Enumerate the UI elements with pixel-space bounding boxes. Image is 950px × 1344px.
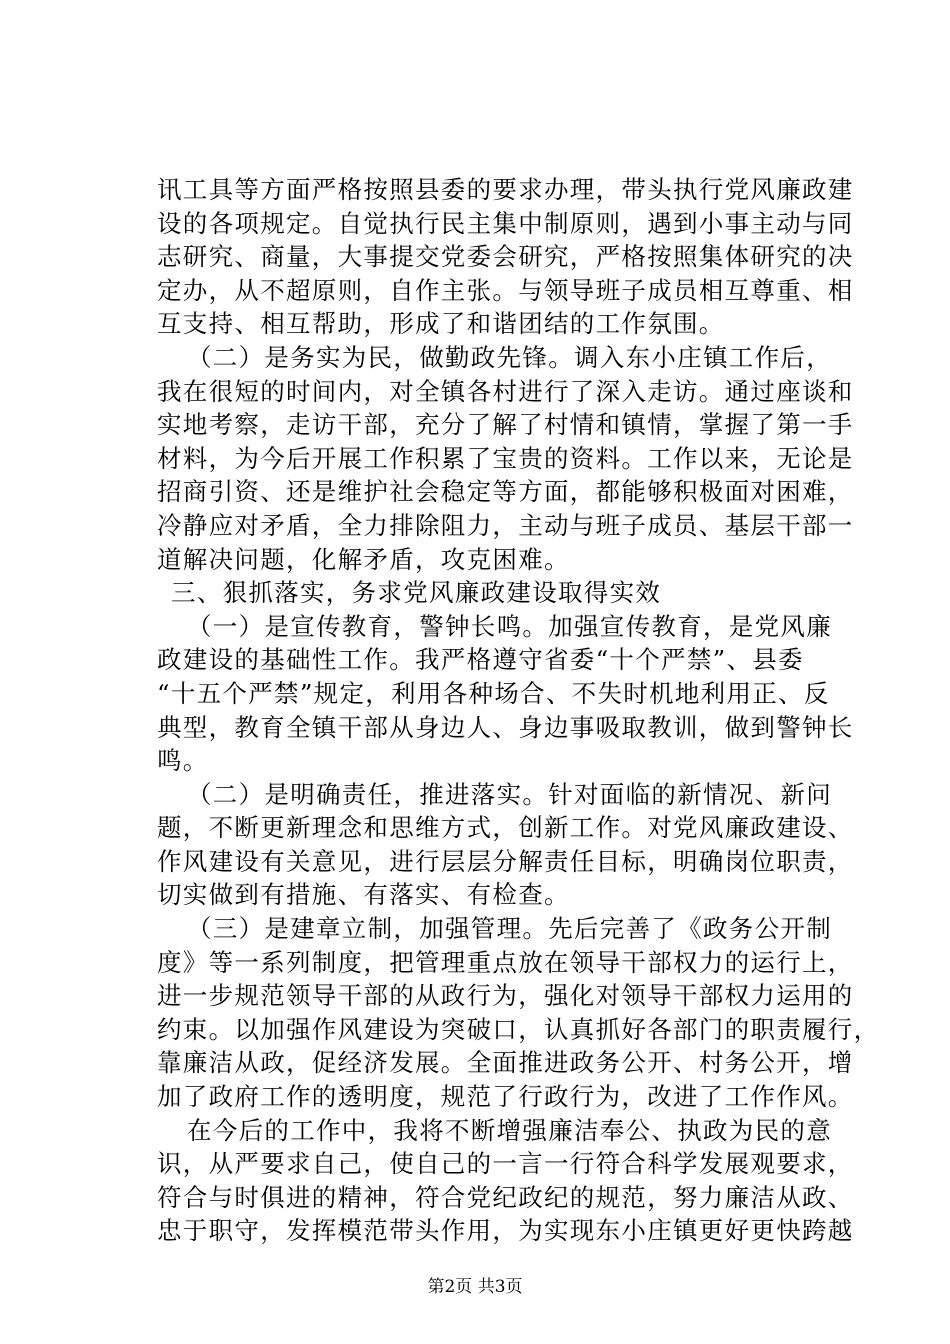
text-line: 典型，教育全镇干部从身边人、身边事吸取教训，做到警钟长 [157, 712, 854, 742]
text-line: 鸣。 [157, 746, 209, 776]
text-line: 冷静应对矛盾，全力排除阻力，主动与班子成员、基层干部一 [157, 510, 854, 540]
text-line: 度》等一系列制度，把管理重点放在领导干部权力的运行上， [157, 947, 854, 977]
text-line: “十五个严禁”规定，利用各种场合、不失时机地利用正、反 [157, 678, 830, 708]
text-line: 约束。以加强作风建设为突破口，认真抓好各部门的职责履行， [157, 1014, 880, 1044]
text-line: 忠于职守，发挥模范带头作用，为实现东小庄镇更好更快跨越 [157, 1216, 854, 1246]
text-line: 政建设的基础性工作。我严格遵守省委“十个严禁”、县委 [157, 645, 804, 675]
text-line: 三、狠抓落实，务求党风廉政建设取得实效 [171, 578, 662, 608]
text-line: 靠廉洁从政，促经济发展。全面推进政务公开、村务公开，增 [157, 1048, 854, 1078]
text-line: 题，不断更新理念和思维方式，创新工作。对党风廉政建设、 [157, 813, 854, 843]
text-line: （二）是明确责任，推进落实。针对面临的新情况、新问 [187, 779, 832, 809]
text-line: 在今后的工作中，我将不断增强廉洁奉公、执政为民的意 [187, 1115, 832, 1145]
text-line: （一）是宣传教育，警钟长鸣。加强宣传教育，是党风廉 [187, 611, 832, 641]
text-line: （二）是务实为民，做勤政先锋。调入东小庄镇工作后， [187, 342, 832, 372]
text-line: 识，从严要求自己，使自己的一言一行符合科学发展观要求， [157, 1149, 854, 1179]
text-line: 符合与时俱进的精神，符合党纪政纪的规范，努力廉洁从政、 [157, 1182, 854, 1212]
text-line: 作风建设有关意见，进行层层分解责任目标，明确岗位职责， [157, 846, 854, 876]
text-line: 我在很短的时间内，对全镇各村进行了深入走访。通过座谈和 [157, 376, 854, 406]
document-body [157, 173, 880, 1248]
text-line: 材料，为今后开展工作积累了宝贵的资料。工作以来，无论是 [157, 443, 854, 473]
text-line: 设的各项规定。自觉执行民主集中制原则，遇到小事主动与同 [157, 208, 854, 238]
text-line: （三）是建章立制，加强管理。先后完善了《政务公开制 [187, 914, 832, 944]
text-line: 互支持、相互帮助，形成了和谐团结的工作氛围。 [157, 309, 725, 339]
page-footer: 第2页 共3页 [427, 1277, 523, 1297]
text-line: 道解决问题，化解矛盾，攻克困难。 [157, 544, 570, 574]
text-line: 加了政府工作的透明度，规范了行政行为，改进了工作作风。 [157, 1082, 854, 1112]
text-line: 定办，从不超原则，自作主张。与领导班子成员相互尊重、相 [157, 275, 854, 305]
text-line: 实地考察，走访干部，充分了解了村情和镇情，掌握了第一手 [157, 410, 854, 440]
text-line: 讯工具等方面严格按照县委的要求办理，带头执行党风廉政建 [157, 175, 854, 204]
text-line: 进一步规范领导干部的从政行为，强化对领导干部权力运用的 [157, 981, 854, 1011]
text-line: 志研究、商量，大事提交党委会研究，严格按照集体研究的决 [157, 242, 854, 272]
text-line: 切实做到有措施、有落实、有检查。 [157, 880, 570, 910]
text-line: 招商引资、还是维护社会稳定等方面，都能够积极面对困难， [157, 477, 854, 507]
